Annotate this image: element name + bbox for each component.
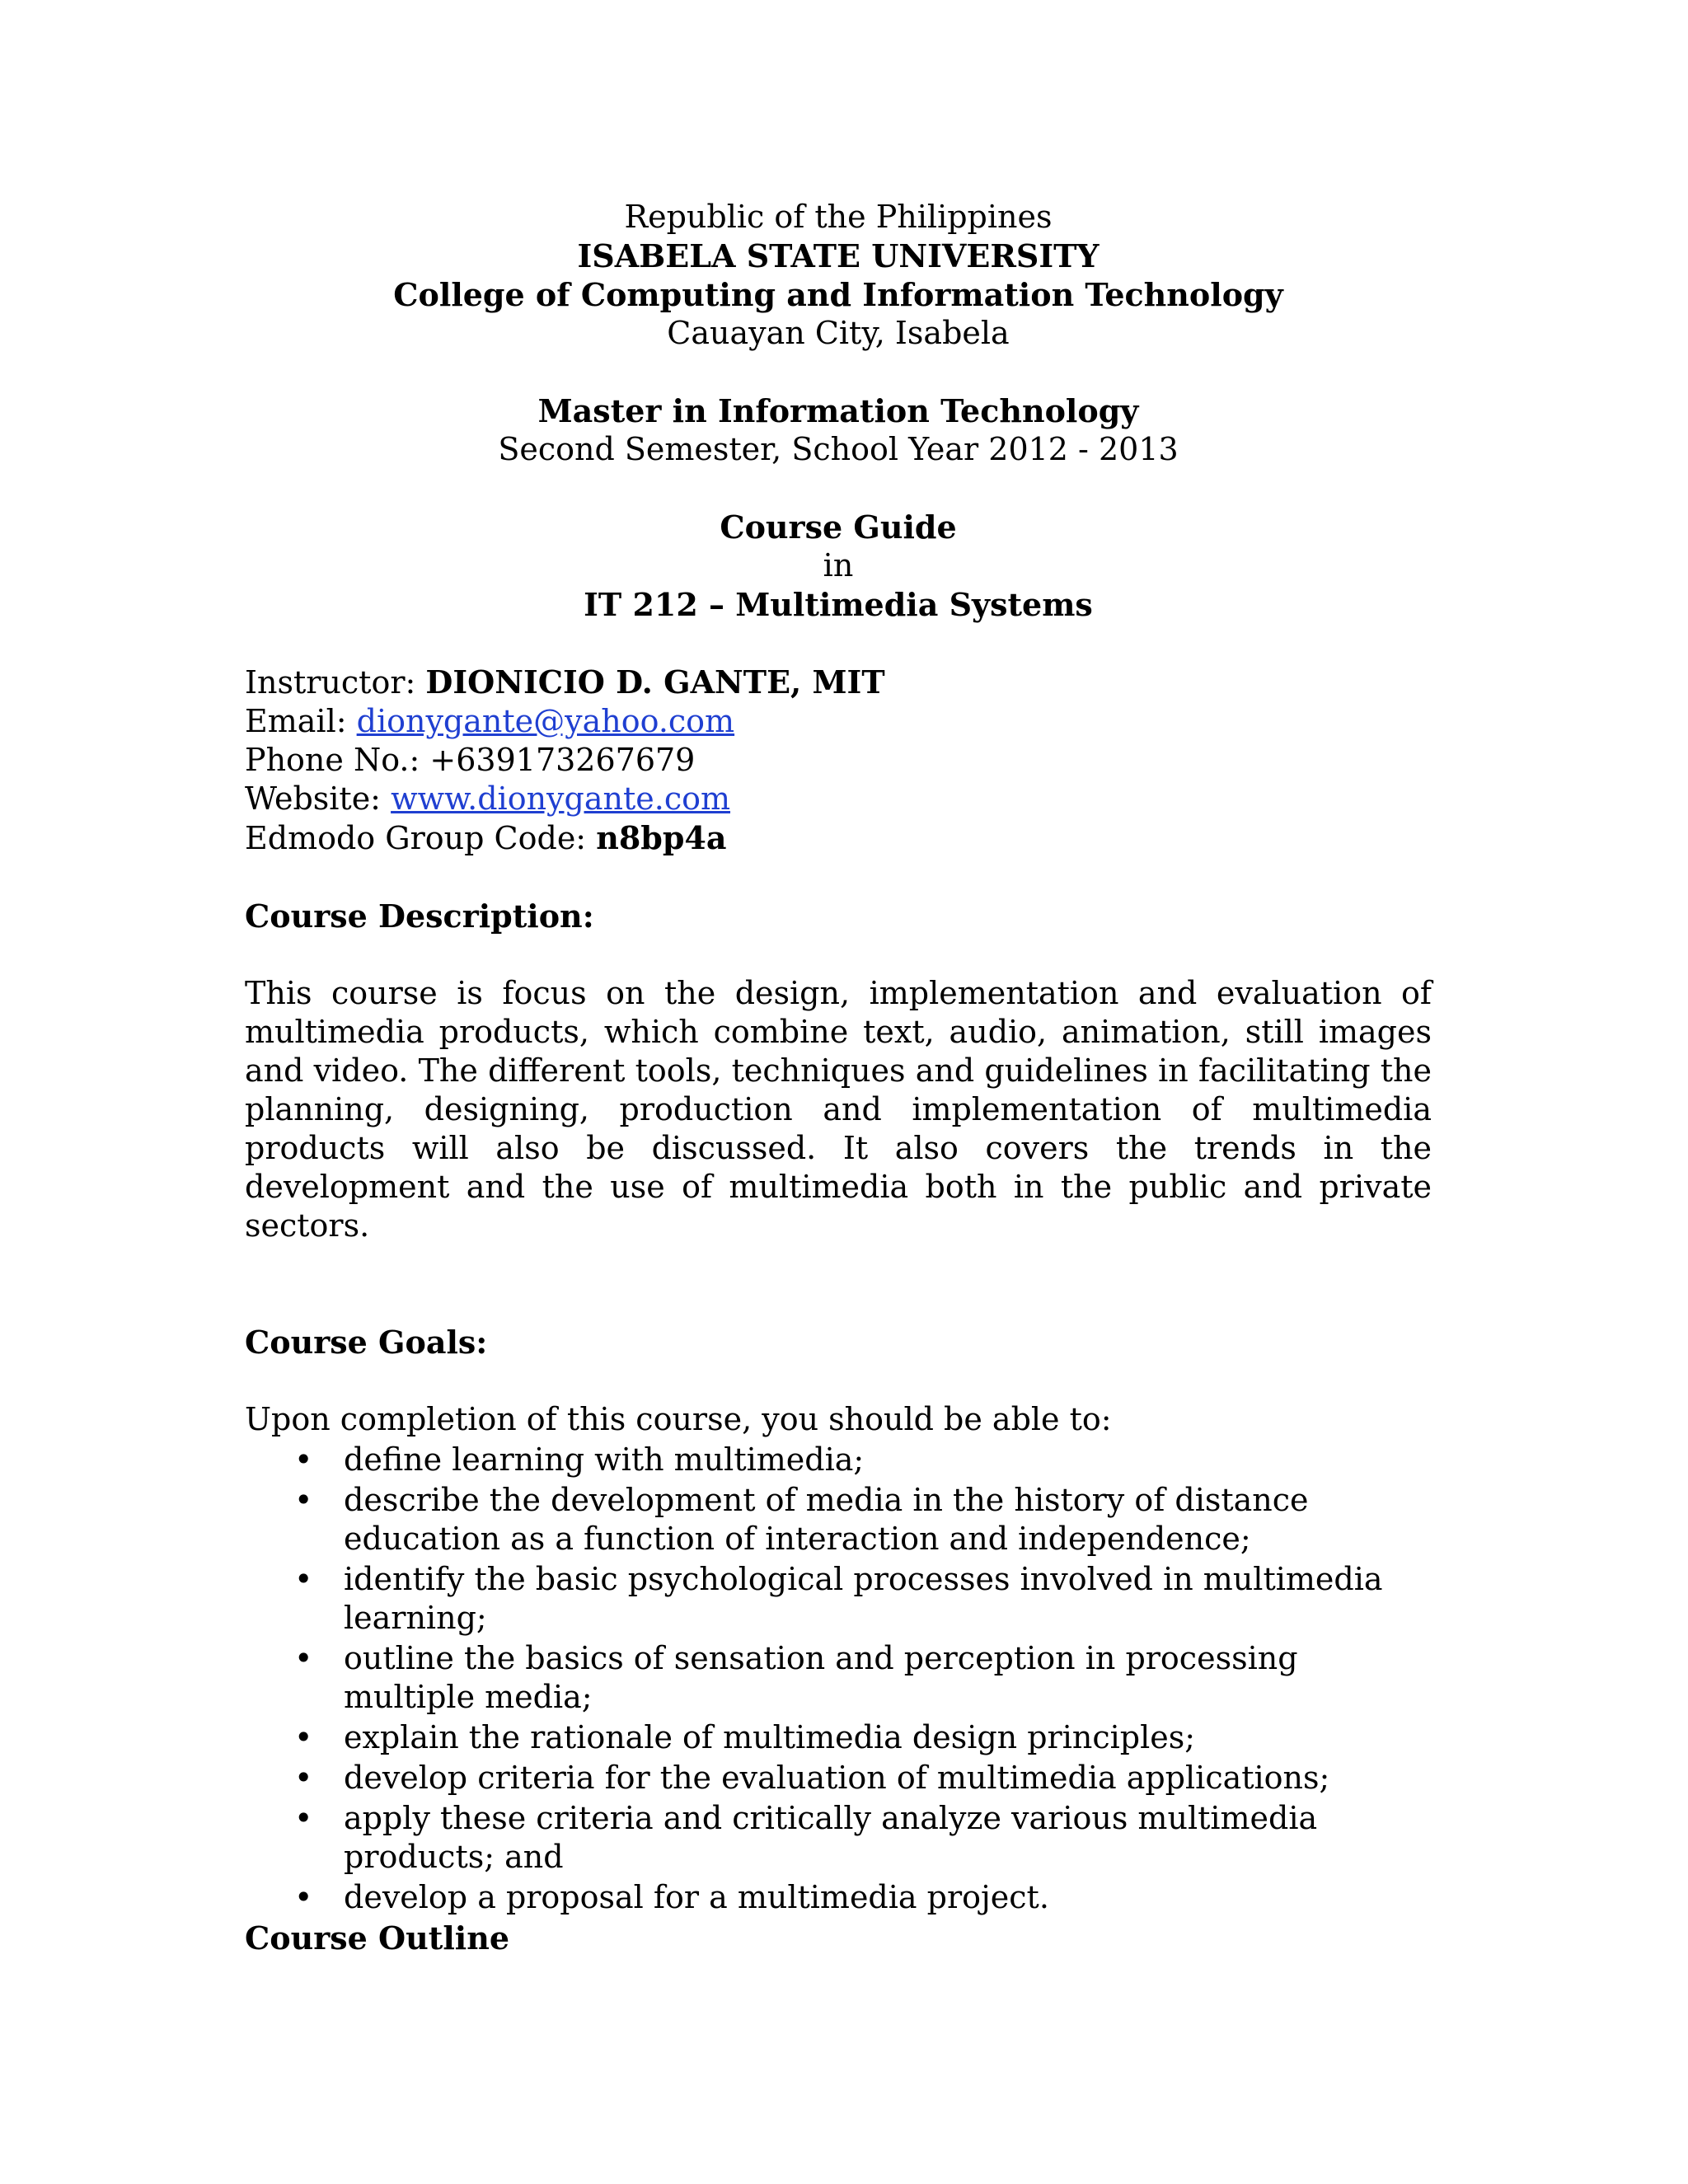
course-goals-intro: Upon completion of this course, you should be able to: [245, 1401, 1112, 1437]
course-in-label: in [823, 547, 854, 583]
college-name: College of Computing and Information Technology [393, 276, 1283, 313]
goal-text: develop a proposal for a multimedia project. [344, 1879, 1049, 1915]
course-title-block [245, 508, 1432, 624]
course-goals-heading: Course Goals: [245, 1324, 488, 1361]
location-line: Cauayan City, Isabela [667, 315, 1010, 351]
phone-label: Phone No.: [245, 742, 430, 778]
list-item [245, 1481, 1432, 1558]
goal-text: apply these criteria and critically analyze various multimedia products; and [344, 1800, 1318, 1875]
goal-text: identify the basic psychological processes involved in multimedia learning; [344, 1561, 1383, 1636]
instructor-line [245, 663, 1432, 702]
course-description-text: This course is focus on the design, implementation and evaluation of multimedia products, which combine text, audio, animation, still images and video. The different tools, techniques and guidelines in facilitating the planning, designing, production and implementation of multimedia products will also be discussed. It also covers the trends in the development and the use of multimedia both in the public and private sectors. [245, 975, 1432, 1244]
list-item [245, 1639, 1432, 1717]
course-title: IT 212 – Multimedia Systems [584, 586, 1093, 623]
bullet-icon: • [294, 1879, 313, 1915]
document-content [245, 198, 1432, 1957]
website-line [245, 780, 1432, 818]
list-item [245, 1560, 1432, 1638]
letterhead [245, 198, 1432, 353]
course-description-heading: Course Description: [245, 898, 594, 935]
program-term: Second Semester, School Year 2012 - 2013 [498, 431, 1179, 467]
email-link[interactable]: dionygante@yahoo.com [356, 703, 735, 739]
course-goals-list [245, 1441, 1432, 1917]
bullet-icon: • [294, 1640, 313, 1676]
bullet-icon: • [294, 1760, 313, 1796]
program-name: Master in Information Technology [537, 392, 1139, 429]
spacer [245, 858, 1432, 897]
edmodo-label: Edmodo Group Code: [245, 820, 597, 856]
course-guide-label: Course Guide [720, 509, 957, 546]
spacer [245, 624, 1432, 663]
course-outline-heading: Course Outline [245, 1919, 509, 1957]
list-item [245, 1441, 1432, 1479]
instructor-name: DIONICIO D. GANTE, MIT [425, 663, 885, 701]
bullet-icon: • [294, 1482, 313, 1518]
goal-text: define learning with multimedia; [344, 1441, 865, 1478]
spacer [245, 1245, 1432, 1323]
bullet-icon: • [294, 1561, 313, 1597]
goal-text: describe the development of media in the history of distance education as a function of interaction and independence; [344, 1482, 1309, 1557]
goal-text: outline the basics of sensation and perception in processing multiple media; [344, 1640, 1298, 1715]
spacer [245, 353, 1432, 391]
bullet-icon: • [294, 1719, 313, 1755]
website-label: Website: [245, 780, 392, 817]
instructor-block [245, 663, 1432, 858]
bullet-icon: • [294, 1441, 313, 1478]
spacer [245, 1361, 1432, 1400]
program-block [245, 391, 1432, 469]
republic-line: Republic of the Philippines [624, 199, 1053, 235]
phone-line [245, 741, 1432, 780]
email-line [245, 702, 1432, 741]
edmodo-code: n8bp4a [596, 819, 727, 856]
edmodo-line [245, 818, 1432, 858]
bullet-icon: • [294, 1800, 313, 1836]
email-label: Email: [245, 703, 357, 739]
website-link[interactable]: www.dionygante.com [391, 780, 731, 817]
goal-text: develop criteria for the evaluation of multimedia applications; [344, 1760, 1330, 1796]
spacer [245, 469, 1432, 508]
list-item [245, 1799, 1432, 1877]
instructor-label: Instructor: [245, 664, 426, 701]
goal-text: explain the rationale of multimedia design principles; [344, 1719, 1196, 1755]
spacer [245, 935, 1432, 974]
university-name: ISABELA STATE UNIVERSITY [577, 237, 1100, 274]
phone-value: +639173267679 [429, 742, 696, 778]
list-item [245, 1718, 1432, 1757]
list-item [245, 1759, 1432, 1797]
list-item [245, 1878, 1432, 1917]
